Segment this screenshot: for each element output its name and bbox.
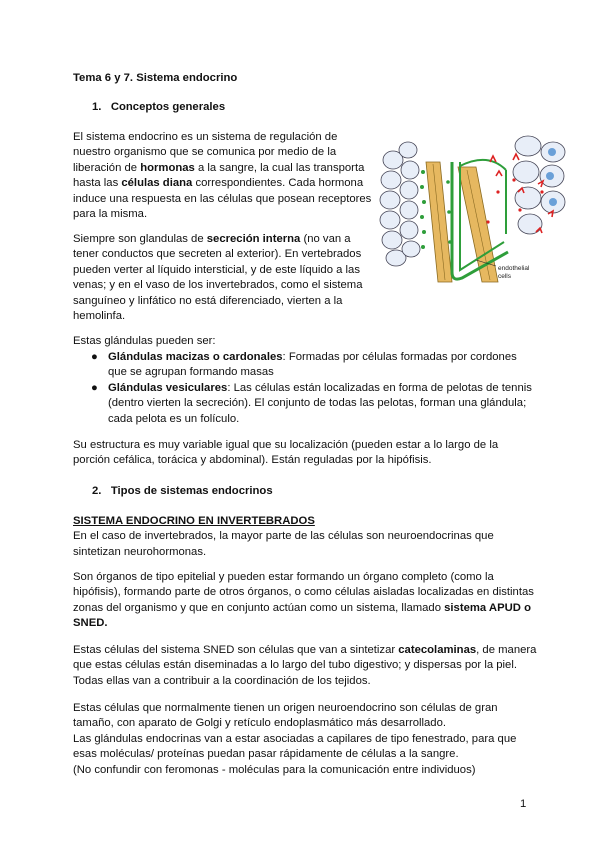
- bold-term: Glándulas vesiculares: [108, 381, 228, 394]
- cell-cluster-right: [513, 136, 565, 234]
- text-run: correspondientes. Cada hormona induce una respuesta en las células que posean receptores para la misma.: [73, 177, 372, 221]
- text-run: Son órganos de tipo epitelial y pueden estar formando un órgano completo (como la hipófisis), formando parte de otros órganos, o como células aisladas localizadas en distintas zonas del organismo y que en conjunto actúan como un sistema, llamado: [73, 571, 534, 614]
- figure-label-cells: cells: [498, 273, 512, 280]
- bold-term-hormonas: hormonas: [140, 161, 195, 174]
- subheading-invertebrados: SISTEMA ENDOCRINO EN INVERTEBRADOS: [73, 515, 315, 527]
- text-run: El sistema endocrino es un sistema de regulación de nuestro organismo que se comunica por medio de la liberación de: [73, 131, 338, 174]
- paragraph-glandulas-intro: Estas glándulas pueden ser:: [73, 335, 216, 347]
- paragraph-secrecion: [73, 232, 373, 324]
- gland-types-list: [73, 350, 533, 427]
- paragraph-sned: [73, 643, 538, 689]
- page-number: 1: [520, 798, 527, 810]
- section-2-number: 2.: [92, 485, 102, 497]
- document-title: Tema 6 y 7. Sistema endocrino: [73, 72, 238, 84]
- text-run: Siempre son glandulas de: [73, 233, 207, 245]
- text-run: : Formadas por células formadas por cordones que se agrupan formando masas: [108, 351, 517, 379]
- paragraph-origen: [73, 701, 538, 778]
- section-1-number: 1.: [92, 101, 102, 113]
- cell-cluster-left: [380, 142, 420, 266]
- paragraph-estructura: Su estructura es muy variable igual que su localización (pueden estar a lo largo de la porción cefálica, torácica y abdominal). Están reguladas por la hipófisis.: [73, 439, 499, 467]
- text-line: Estas células que normalmente tienen un origen neuroendocrino son células de gran tamaño, con aparato de Golgi y retículo endoplasmático más desarrollado.: [73, 702, 498, 730]
- text-run: En el caso de invertebrados, la mayor parte de las células son neuroendocrinas que sintetizan neurohormonas.: [73, 530, 494, 558]
- bold-term: Glándulas macizas o cardonales: [108, 351, 283, 363]
- bullet-icon: ●: [91, 351, 98, 363]
- bold-term-celulas-diana: células diana: [121, 177, 193, 190]
- section-1-heading: [92, 100, 225, 115]
- section-1-title: Conceptos generales: [110, 101, 226, 113]
- paragraph-organos: [73, 570, 538, 632]
- endothelial-cells-figure: [378, 132, 568, 290]
- list-item: [73, 350, 533, 381]
- section-2-heading: [92, 484, 273, 499]
- bold-term-secrecion-interna: secreción interna: [206, 233, 301, 245]
- paragraph-intro: [73, 130, 378, 222]
- bold-term-sistema-apud: sistema APUD o SNED.: [73, 601, 531, 630]
- text-run: , de manera que estas células están diseminadas a lo largo del tubo digestivo; y dispersas por la piel. Todas ellas van a contribuir a la coordinación de los tejidos.: [73, 644, 537, 687]
- text-line: (No confundir con feromonas - moléculas para la comunicación entre individuos): [73, 763, 476, 776]
- text-run: a la sangre, la cual las transporta hasta las: [73, 161, 365, 190]
- list-item: [73, 381, 533, 427]
- bullet-icon: ●: [91, 381, 98, 394]
- section-2-title: Tipos de sistemas endocrinos: [110, 485, 273, 497]
- figure-label-endothelial: endothelial: [498, 265, 530, 272]
- text-run: (no van a tener conductos que secreten al exterior). En vertebrados pueden verter al líquido intersticial, y de este líquido a las venas; y en el vaso de los invertebrados, como el sistema sanguíneo y linfático no está diferenciado, vierten a la hemolinfa.: [73, 233, 363, 323]
- bold-term-catecolaminas: catecolaminas: [398, 644, 477, 656]
- paragraph-invertebrados: [73, 514, 533, 560]
- text-run: : Las células están localizadas en forma de pelotas de tennis (dentro vierten la secreción). El conjunto de todas las pelotas, forman una glándula; cada pelota es un folículo.: [108, 381, 532, 425]
- text-line: Las glándulas endocrinas van a estar asociadas a capilares de tipo fenestrado, para que esas moléculas/ proteínas puedan pasar rápidamente de células a la sangre.: [73, 732, 517, 761]
- text-run: Estas células del sistema SNED son células que van a sintetizar: [73, 644, 399, 656]
